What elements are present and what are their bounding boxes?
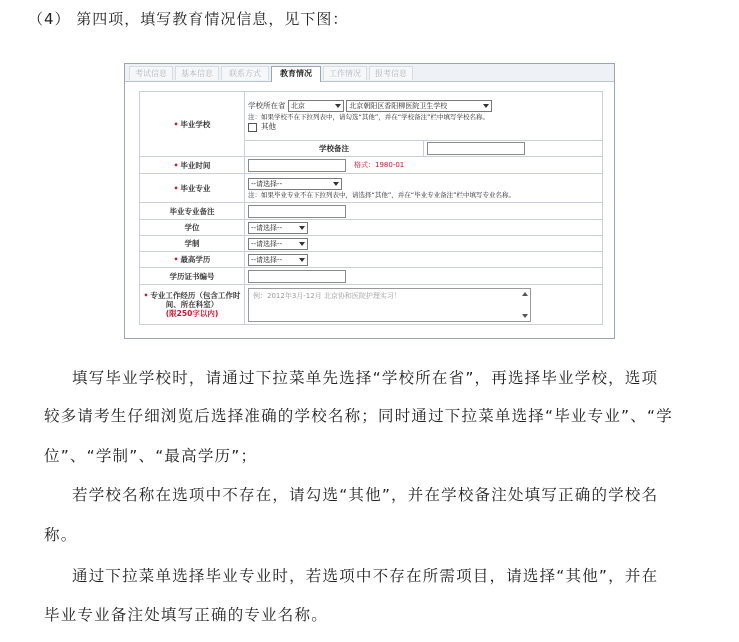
tab-exam-info[interactable]: 考试信息 xyxy=(129,66,173,80)
major-remark-label: 毕业专业备注 xyxy=(140,203,245,220)
school-row-label: • 毕业学校 xyxy=(140,92,245,157)
section-heading: （4） 第四项，填写教育情况信息，见下图： xyxy=(28,10,349,28)
form-screenshot xyxy=(124,63,615,339)
major-cell xyxy=(245,174,603,203)
school-note: 注：如果学校不在下拉列表中，请勾选“其他”，并在“学校备注”栏中填写学校名称。 xyxy=(248,113,489,121)
province-label: 学校所在省 xyxy=(248,101,286,110)
degree-select[interactable]: --请选择-- xyxy=(248,222,308,234)
experience-placeholder: 例：2012年3月-12月 北京协和医院护理实习！ xyxy=(253,291,401,300)
cert-cell xyxy=(245,268,603,285)
paragraph-line-5: 称。 xyxy=(44,526,78,544)
scroll-up-icon[interactable] xyxy=(522,292,528,296)
paragraph-line-6: 通过下拉菜单选择毕业专业时，若选项中不存在所需项目，请选择“其他”，并在 xyxy=(72,567,659,585)
school-select[interactable]: 北京朝阳区香阳柳医院卫生学校 xyxy=(346,100,492,112)
tab-application[interactable]: 报考信息 xyxy=(369,66,413,80)
grad-time-input[interactable] xyxy=(248,159,346,172)
paragraph-line-1: 填写毕业学校时，请通过下拉菜单先选择“学校所在省”，再选择毕业学校，选项 xyxy=(72,369,659,387)
experience-limit: (限250字以内) xyxy=(165,309,219,318)
experience-cell xyxy=(245,285,603,325)
cert-input[interactable] xyxy=(248,270,346,283)
education-form xyxy=(139,91,603,325)
highest-label: • 最高学历 xyxy=(140,252,245,268)
tab-basic-info[interactable]: 基本信息 xyxy=(175,66,219,80)
paragraph-line-3: 位”、“学制”、“最高学历”； xyxy=(44,447,258,465)
tab-work[interactable]: 工作情况 xyxy=(323,66,367,80)
paragraph-line-7: 毕业专业备注处填写正确的专业名称。 xyxy=(44,606,328,624)
school-remark-input[interactable] xyxy=(427,142,525,155)
tab-contact[interactable]: 联系方式 xyxy=(221,66,269,80)
system-select[interactable]: --请选择-- xyxy=(248,238,308,250)
major-remark-cell xyxy=(245,203,603,220)
major-select[interactable]: --请选择-- xyxy=(248,178,342,190)
school-remark-cell xyxy=(424,141,603,157)
paragraph-line-2: 较多请考生仔细浏览后选择准确的学校名称；同时通过下拉菜单选择“毕业专业”、“学 xyxy=(44,407,673,425)
grad-time-cell xyxy=(245,157,603,174)
degree-label: 学位 xyxy=(140,220,245,236)
experience-textarea[interactable] xyxy=(248,288,531,322)
grad-time-label: • 毕业时间 xyxy=(140,157,245,174)
major-remark-input[interactable] xyxy=(248,205,346,218)
experience-label: • 专业工作经历（包含工作时间、所在科室） (限250字以内) xyxy=(140,285,245,325)
other-label: 其他 xyxy=(261,122,276,131)
major-label: • 毕业专业 xyxy=(140,174,245,203)
school-remark-label: 学校备注 xyxy=(245,141,424,157)
grad-time-hint: 格式：1980-01 xyxy=(354,161,405,169)
system-label: 学制 xyxy=(140,236,245,252)
system-cell xyxy=(245,236,603,252)
tab-education[interactable]: 教育情况 xyxy=(271,66,321,82)
cert-label: 学历证书编号 xyxy=(140,268,245,285)
tab-bar xyxy=(125,64,614,82)
major-note: 注：如果毕业专业不在下拉列表中，请选择“其他”，并在“毕业专业备注”栏中填写专业名称。 xyxy=(248,190,515,199)
province-select[interactable]: 北京 xyxy=(288,100,344,112)
scroll-down-icon[interactable] xyxy=(522,314,528,318)
degree-cell xyxy=(245,220,603,236)
paragraph-line-4: 若学校名称在选项中不存在，请勾选“其他”，并在学校备注处填写正确的学校名 xyxy=(72,486,659,504)
school-select-cell xyxy=(245,92,603,141)
highest-cell xyxy=(245,252,603,268)
highest-select[interactable]: --请选择-- xyxy=(248,254,308,266)
other-checkbox[interactable] xyxy=(248,123,257,132)
